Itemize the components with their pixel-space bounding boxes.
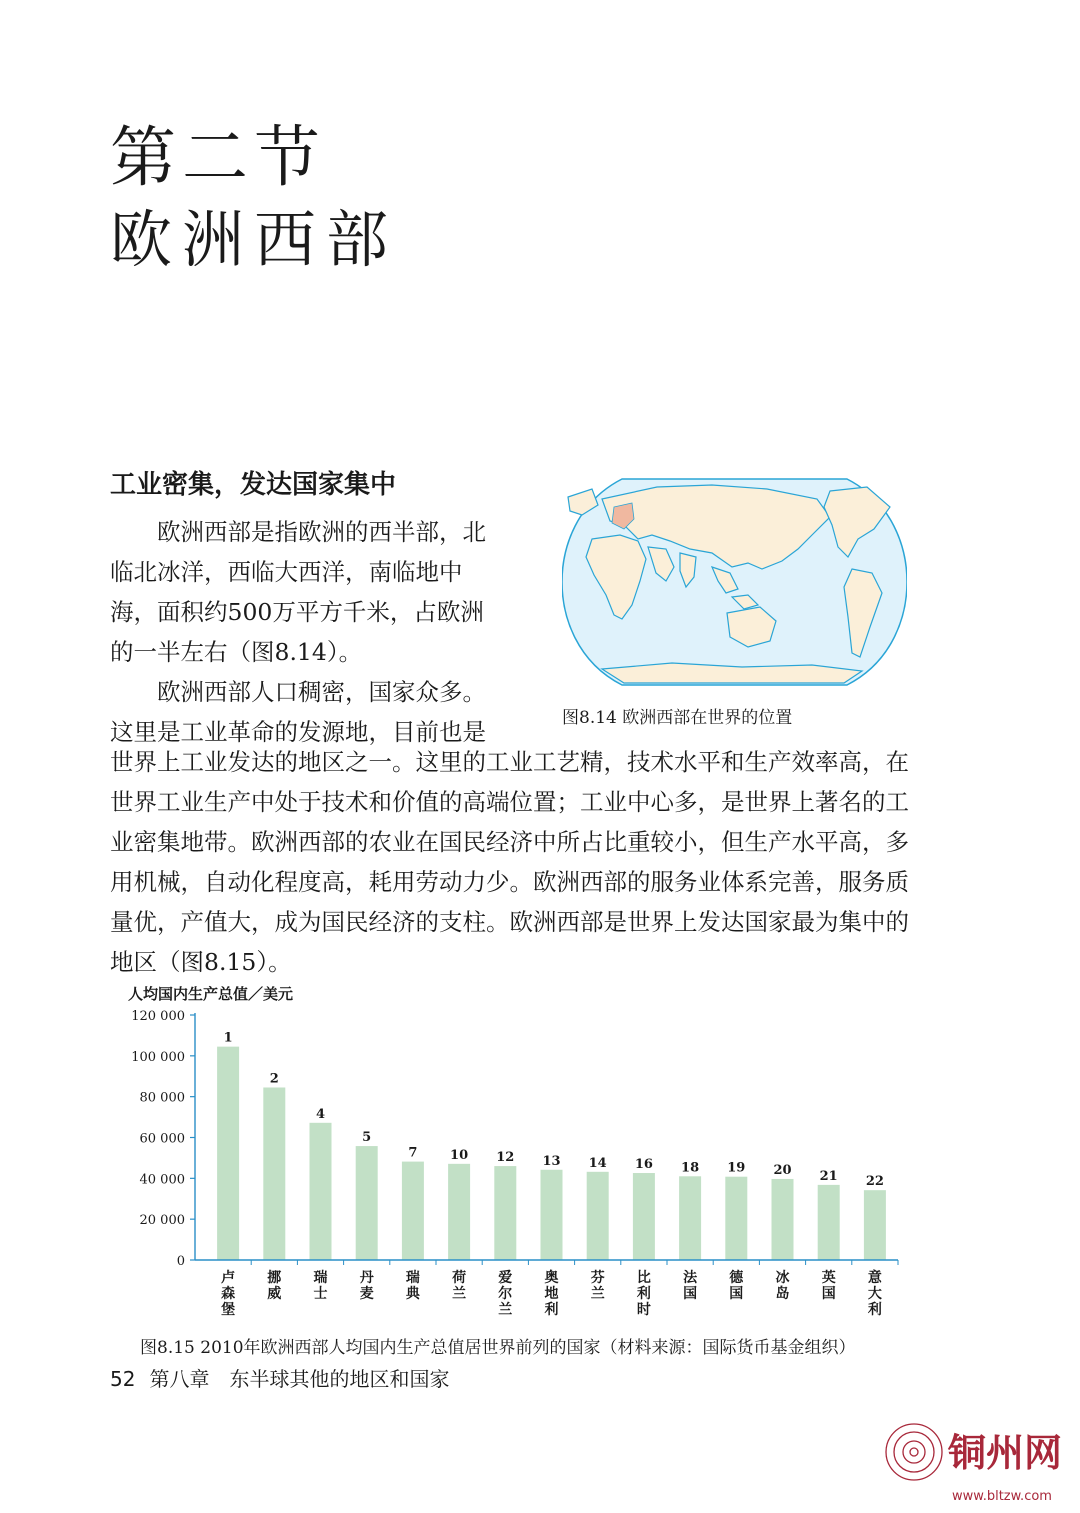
- text-line: 世界上工业发达的地区之一。这里的工业工艺精，技术水平和生产效率高，在: [110, 748, 909, 776]
- bar-rank-label: 16: [634, 1157, 653, 1173]
- x-category-char: 堡: [221, 1302, 236, 1318]
- text-line: 欧洲西部是指欧洲的西半部，北: [110, 518, 486, 546]
- x-category-char: 士: [313, 1286, 328, 1302]
- x-category-char: 岛: [775, 1286, 790, 1302]
- x-category-char: 挪: [267, 1270, 282, 1286]
- y-tick-label: 100 000: [131, 1049, 185, 1065]
- x-category-label: [452, 1269, 466, 1302]
- x-category-char: 典: [405, 1286, 420, 1302]
- bar: [587, 1172, 609, 1260]
- watermark-brand: 铜州网: [948, 1430, 1063, 1475]
- text-line: 临北冰洋，西临大西洋，南临地中: [110, 558, 463, 586]
- bar: [217, 1047, 239, 1260]
- x-category-char: 大: [867, 1286, 882, 1302]
- bar-rank-label: 14: [588, 1155, 607, 1171]
- y-tick-label: 40 000: [139, 1172, 185, 1188]
- x-category-char: 芬: [590, 1270, 605, 1286]
- y-tick-label: 60 000: [139, 1131, 185, 1147]
- section-number: 第二节: [110, 119, 326, 196]
- watermark-url: www.bltzw.com: [952, 1489, 1052, 1504]
- y-tick-label: 20 000: [139, 1213, 185, 1229]
- x-category-label: [729, 1269, 744, 1302]
- x-category-char: 比: [636, 1270, 651, 1286]
- text-line: 欧洲西部人口稠密，国家众多。: [110, 678, 486, 706]
- y-tick-label: 120 000: [131, 1009, 185, 1024]
- bar: [356, 1146, 378, 1260]
- x-category-char: 时: [636, 1302, 651, 1318]
- text-line: 这里是工业革命的发源地，目前也是: [110, 718, 486, 746]
- x-category-char: 卢: [221, 1270, 236, 1286]
- y-tick-label: 0: [176, 1254, 185, 1269]
- watermark-graphic: [882, 1414, 1072, 1509]
- x-axis-labels: [220, 1260, 898, 1318]
- bar-rank-label: 4: [315, 1106, 326, 1122]
- y-axis-ticks: [131, 1009, 195, 1269]
- text-line: 世界工业生产中处于技术和价值的高端位置；工业中心多，是世界上著名的工: [110, 788, 909, 816]
- x-category-label: [822, 1269, 836, 1302]
- watermark-seal-icon: [886, 1424, 942, 1480]
- x-category-char: 国: [821, 1286, 836, 1302]
- chart-caption: 图8.15 2010年欧洲西部人均国内生产总值居世界前列的国家（材料来源：国际货币基金组织）: [140, 1338, 856, 1358]
- x-category-label: [868, 1269, 882, 1318]
- x-category-char: 国: [683, 1286, 698, 1302]
- x-category-char: 森: [221, 1286, 236, 1302]
- bar: [772, 1179, 794, 1260]
- bar: [541, 1170, 563, 1260]
- x-category-char: 瑞: [405, 1270, 420, 1286]
- y-axis-label: 人均国内生产总值／美元: [128, 985, 294, 1003]
- x-category-label: [220, 1269, 235, 1318]
- chapter-title: 第八章 东半球其他的地区和国家: [149, 1367, 450, 1391]
- x-category-label: [545, 1269, 559, 1318]
- x-category-label: [360, 1270, 375, 1302]
- text-line: 海，面积约500万平方千米，占欧洲: [110, 598, 484, 626]
- x-category-char: 爱: [498, 1270, 513, 1286]
- site-watermark: [882, 1414, 1072, 1509]
- x-category-char: 奥: [544, 1270, 559, 1286]
- text-line: 用机械，自动化程度高，耗用劳动力少。欧洲西部的服务业体系完善，服务质: [110, 868, 909, 896]
- section-title: 欧洲西部: [110, 203, 399, 276]
- bar-rank-label: 20: [773, 1162, 792, 1178]
- bar: [633, 1173, 655, 1260]
- bar: [864, 1190, 886, 1260]
- text-line: 业密集地带。欧洲西部的农业在国民经济中所占比重较小，但生产水平高，多: [110, 828, 909, 856]
- bar-rank-label: 5: [362, 1130, 372, 1146]
- bar: [725, 1177, 747, 1260]
- map-caption: 图8.14 欧洲西部在世界的位置: [562, 708, 793, 728]
- bar-rank-label: 19: [727, 1160, 746, 1176]
- x-category-label: [683, 1269, 698, 1302]
- x-category-label: [776, 1270, 790, 1302]
- bar-rank-label: 21: [819, 1168, 838, 1184]
- y-tick-label: 80 000: [139, 1090, 185, 1106]
- text-line: 量优，产值大，成为国民经济的支柱。欧洲西部是世界上发达国家最为集中的: [110, 908, 909, 936]
- x-category-char: 意: [867, 1270, 882, 1286]
- x-category-char: 德: [729, 1270, 744, 1286]
- bar-rank-label: 7: [408, 1145, 418, 1161]
- bar-rank-label: 10: [450, 1147, 469, 1163]
- bar: [448, 1164, 470, 1260]
- x-category-char: 威: [267, 1286, 282, 1302]
- bar: [679, 1176, 701, 1260]
- page-number: 52: [110, 1367, 136, 1391]
- world-map-figure: [562, 477, 907, 687]
- x-category-char: 丹: [359, 1270, 374, 1286]
- bar-rank-label: 18: [681, 1160, 700, 1176]
- paragraph-narrow: [110, 512, 500, 752]
- bar-rank-label: 2: [269, 1071, 279, 1087]
- bar-rank-label: 1: [223, 1030, 233, 1046]
- x-category-char: 地: [544, 1286, 559, 1302]
- x-category-char: 法: [683, 1270, 698, 1286]
- x-category-char: 瑞: [313, 1270, 328, 1286]
- bar-rank-label: 12: [496, 1150, 515, 1166]
- gdp-bar-chart: [120, 985, 920, 1330]
- x-category-label: [591, 1269, 605, 1302]
- x-category-char: 麦: [359, 1286, 374, 1302]
- text-line: 的一半左右（图8.14）。: [110, 638, 363, 666]
- x-category-char: 冰: [775, 1270, 790, 1286]
- x-category-char: 英: [821, 1270, 836, 1286]
- bar: [818, 1185, 840, 1260]
- x-category-char: 国: [729, 1286, 744, 1302]
- x-category-char: 利: [544, 1302, 559, 1318]
- paragraph-wide: [110, 742, 909, 982]
- x-category-label: [406, 1269, 421, 1302]
- land-antarctica: [602, 663, 862, 683]
- x-category-char: 利: [636, 1286, 651, 1302]
- bar-chart-canvas: [120, 985, 920, 1330]
- x-category-char: 荷: [452, 1270, 467, 1286]
- x-category-char: 利: [867, 1302, 882, 1318]
- x-category-label: [497, 1269, 512, 1318]
- world-map: [562, 477, 907, 687]
- x-category-char: 兰: [498, 1302, 513, 1318]
- x-category-char: 兰: [590, 1286, 605, 1302]
- x-category-char: 兰: [452, 1286, 467, 1302]
- text-line: 地区（图8.15）。: [110, 948, 292, 976]
- x-category-char: 尔: [498, 1286, 513, 1302]
- bar: [263, 1087, 285, 1260]
- x-category-label: [314, 1269, 328, 1302]
- bar-rank-label: 13: [542, 1153, 561, 1169]
- x-category-label: [267, 1269, 281, 1302]
- bar: [402, 1162, 424, 1260]
- page-footer: [110, 1363, 449, 1392]
- bar: [310, 1123, 332, 1260]
- bar-rank-label: 22: [865, 1174, 884, 1190]
- x-category-label: [637, 1270, 651, 1318]
- bar: [494, 1166, 516, 1260]
- subheading: 工业密集，发达国家集中: [110, 470, 397, 500]
